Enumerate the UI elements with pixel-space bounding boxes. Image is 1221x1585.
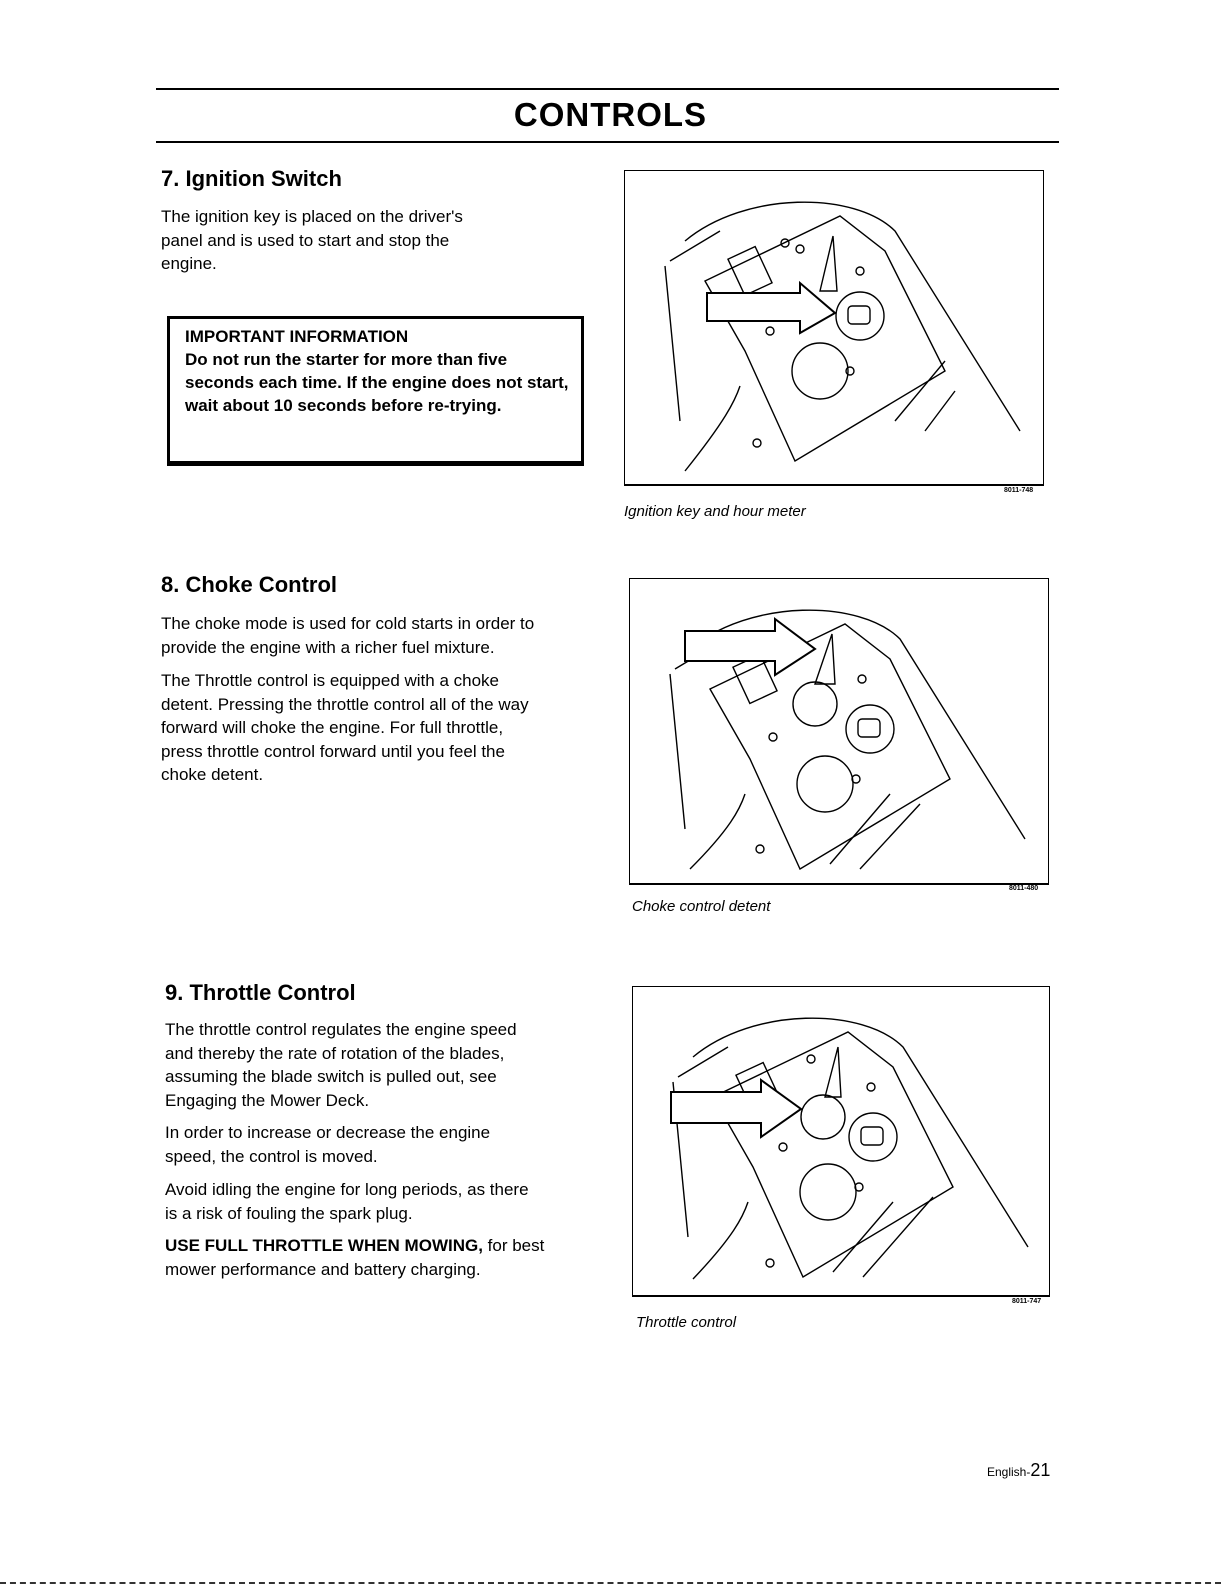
page-language: English- bbox=[987, 1465, 1031, 1479]
full-throttle-emphasis: USE FULL THROTTLE WHEN MOWING, bbox=[165, 1236, 483, 1255]
section-heading-choke: 8. Choke Control bbox=[161, 572, 338, 597]
figure-ignition-code: 8011-748 bbox=[1004, 487, 1034, 494]
throttle-paragraph-2: In order to increase or decrease the engine speed, the control is moved. bbox=[165, 1123, 491, 1166]
important-information-body: Do not run the starter for more than five seconds each time. If the engine does not start, wait about 10 seconds before re-trying. bbox=[185, 350, 569, 415]
figure-throttle-caption: Throttle control bbox=[636, 1314, 737, 1331]
top-rule bbox=[156, 88, 1059, 90]
page-title: CONTROLS bbox=[513, 96, 708, 133]
throttle-paragraph-3: Avoid idling the engine for long periods, as there is a risk of fouling the spark plug. bbox=[165, 1180, 529, 1223]
throttle-paragraph-1: The throttle control regulates the engine speed and thereby the rate of rotation of the blades, assuming the blade switch is pulled out, see Engaging the Mower Deck. bbox=[165, 1020, 517, 1110]
full-throttle-tail: for best mower performance and battery charging. bbox=[165, 1236, 545, 1279]
choke-paragraph-2: The Throttle control is equipped with a choke detent. Pressing the throttle control all of the way forward will choke the engine. For full throttle, press throttle control forward until you feel the choke detent. bbox=[161, 671, 529, 784]
figure-choke-code: 8011-480 bbox=[1009, 885, 1039, 892]
dashboard-illustration bbox=[625, 171, 1043, 484]
important-information-box bbox=[167, 316, 584, 466]
choke-paragraph-1: The choke mode is used for cold starts in order to provide the engine with a richer fuel mixture. bbox=[161, 614, 535, 657]
figure-choke bbox=[629, 578, 1049, 885]
section-heading-throttle: 9. Throttle Control bbox=[165, 980, 356, 1005]
figure-ignition bbox=[624, 170, 1044, 486]
page-number-value: 21 bbox=[1030, 1460, 1051, 1480]
throttle-paragraph-4 bbox=[165, 1234, 550, 1281]
dashboard-illustration bbox=[630, 579, 1048, 883]
figure-throttle-code: 8011-747 bbox=[1012, 1298, 1042, 1305]
section-heading-ignition: 7. Ignition Switch bbox=[161, 166, 342, 191]
scan-edge bbox=[0, 1582, 1221, 1584]
dashboard-illustration bbox=[633, 987, 1049, 1295]
figure-ignition-caption: Ignition key and hour meter bbox=[624, 503, 806, 520]
title-rule bbox=[156, 141, 1059, 143]
ignition-paragraph: The ignition key is placed on the driver's panel and is used to start and stop the engine. bbox=[161, 207, 463, 273]
page-number bbox=[987, 1460, 1050, 1481]
figure-choke-caption: Choke control detent bbox=[632, 898, 771, 915]
important-information-title: IMPORTANT INFORMATION bbox=[185, 327, 409, 346]
figure-throttle bbox=[632, 986, 1050, 1297]
